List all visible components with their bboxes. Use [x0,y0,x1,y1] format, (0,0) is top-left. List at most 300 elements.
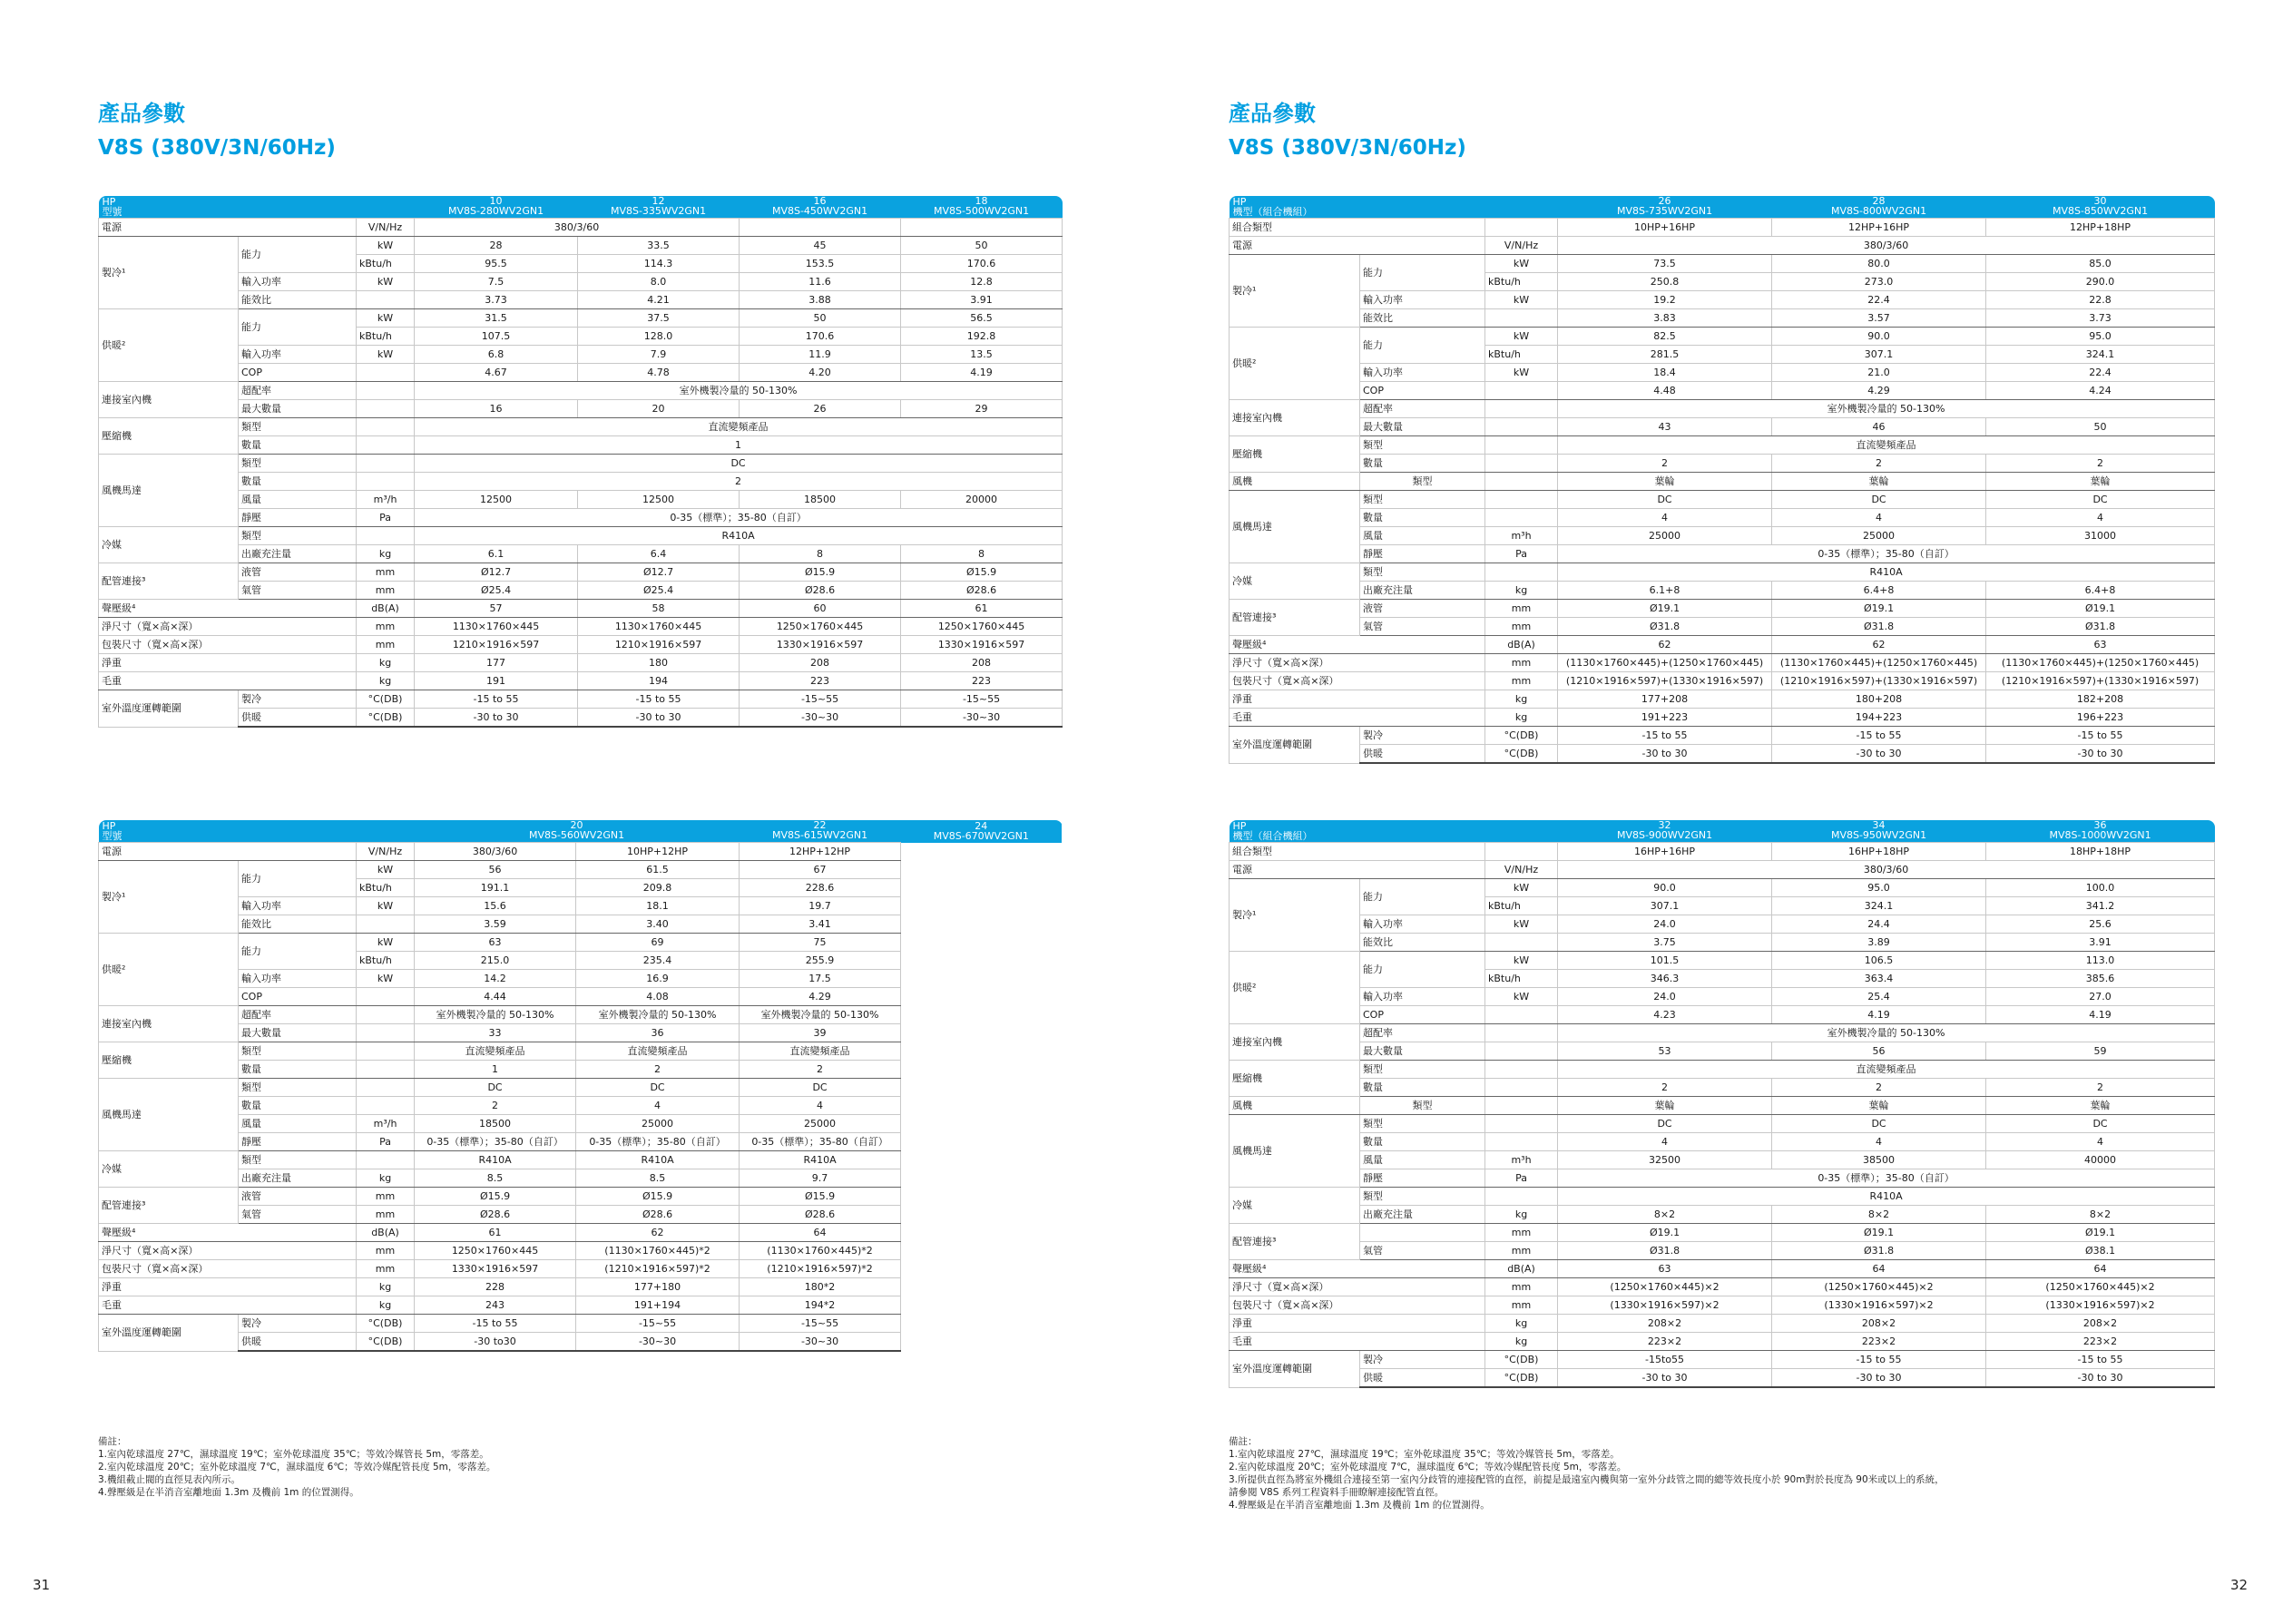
table-cell: Pa [357,509,415,527]
row-label: 壓縮機 [99,418,239,455]
table-row [99,1296,1063,1315]
table-cell: 24.0 [1558,915,1772,934]
row-label: 製冷¹ [1230,255,1360,328]
table-cell: -15 to 55 [415,690,578,709]
table-row [1230,491,2215,509]
table-cell: m³h [1485,527,1558,545]
table-cell: 葉輪 [1986,1097,2215,1115]
table-cell: mm [1485,672,1558,690]
table-cell: °C(DB) [357,690,415,709]
table-row [1230,400,2215,418]
table-cell: Pa [357,1133,415,1151]
header-hp-value: 36 [2093,820,2107,831]
row-label: 淨尺寸（寬×高×深） [1230,654,1485,672]
table-cell [1485,509,1558,527]
table-cell: 36 [576,1024,740,1042]
table-cell: 53 [1558,1042,1772,1061]
table-row [99,861,1063,879]
table-cell: (1130×1760×445)+(1250×1760×445) [1986,654,2215,672]
row-label: 毛重 [99,672,357,690]
row-label: 輸入功率 [239,897,357,915]
header-model-column [1558,196,1772,219]
header-model-value: MV8S-450WV2GN1 [771,205,868,217]
table-cell: 4.23 [1558,1006,1772,1024]
table-cell: mm [357,1188,415,1206]
table-cell: (1250×1760×445)×2 [1772,1278,1986,1296]
table-cell: 直流變頻產品 [740,1042,901,1061]
table-cell: 56 [1772,1042,1986,1061]
table-cell: 14.2 [415,970,576,988]
table-cell: 2 [740,1061,901,1079]
table-cell: kW [357,897,415,915]
table-cell: 64 [740,1224,901,1242]
header-hp-value: 34 [1872,820,1886,831]
table-cell: Pa [1485,545,1558,563]
table-row [1230,309,2215,328]
table-cell: 直流變頻產品 [1558,1061,2215,1079]
table-cell: 228.6 [740,879,901,897]
row-label: 最大數量 [239,1024,357,1042]
table-cell: 0-35（標準）；35-80（自訂） [1558,545,2215,563]
table-row [99,418,1063,436]
page-title: 產品參數 [1229,101,1316,126]
table-row [99,709,1063,728]
table-cell: 380/3/60 [415,219,740,237]
table-row [1230,654,2215,672]
table-cell: V/N/Hz [1485,237,1558,255]
table-cell: 307.1 [1772,346,1986,364]
table-cell: 10HP+16HP [1558,219,1772,237]
table-header-row [99,196,1063,219]
table-row [1230,1351,2215,1369]
page-title: 產品參數 [98,101,185,126]
table-cell [1485,934,1558,952]
table-row [1230,418,2215,436]
row-label: 包裝尺寸（寬×高×深） [99,1260,357,1278]
table-row [1230,1097,2215,1115]
header-model-label: 機型（組合機組） [1232,830,1313,842]
header-label [99,820,415,843]
table-cell: dB(A) [1485,636,1558,654]
table-cell: 能力 [239,237,357,273]
table-cell: 215.0 [415,952,576,970]
table-cell: kW [1485,364,1558,382]
table-cell: 9.7 [740,1169,901,1188]
table-cell: 類型 [239,1079,357,1097]
row-label: 冷媒 [99,1151,239,1188]
table-cell: 4.20 [740,364,901,382]
table-row [99,219,1063,237]
table-row [1230,455,2215,473]
row-label: 冷媒 [99,527,239,563]
table-cell: -15 to 55 [578,690,740,709]
table-cell: -30~30 [901,709,1063,728]
table-cell: kW [357,861,415,879]
table-cell [357,1042,415,1061]
row-label: 室外溫度運轉範圍 [1230,727,1360,764]
table-cell: 能力 [239,934,357,970]
table-cell [1360,1224,1485,1242]
row-label: 最大數量 [239,400,357,418]
table-row [99,636,1063,654]
table-cell: 10HP+12HP [576,843,740,861]
table-cell: 194+223 [1772,709,1986,727]
header-hp-value: 18 [975,196,988,207]
table-cell: mm [1485,1224,1558,1242]
table-cell: 2 [1558,1079,1772,1097]
table-cell: 16 [415,400,578,418]
table-cell: Ø19.1 [1772,600,1986,618]
row-label: 組合類型 [1230,843,1485,861]
table-cell: 0-35（標準）；35-80（自訂） [740,1133,901,1151]
row-label: 數量 [1360,1079,1485,1097]
table-cell: 8.5 [415,1169,576,1188]
table-row [99,1333,1063,1352]
table-row [99,1224,1063,1242]
table-cell: 1210×1916×597 [415,636,578,654]
table-cell: 27.0 [1986,988,2215,1006]
table-cell: 385.6 [1986,970,2215,988]
table-cell: -15 to 55 [1558,727,1772,745]
table-row [1230,988,2215,1006]
table-cell [357,364,415,382]
table-cell: 8×2 [1772,1206,1986,1224]
table-row [99,1260,1063,1278]
footnote-line: 請參閱 V8S 系列工程資料手冊瞭解連接配管直徑。 [1229,1487,1445,1498]
row-label: 冷媒 [1230,1188,1360,1224]
row-label: 包裝尺寸（寬×高×深） [99,636,357,654]
table-row [99,988,1063,1006]
table-cell: 19.7 [740,897,901,915]
row-label: 淨尺寸（寬×高×深） [1230,1278,1485,1296]
table-cell [1485,382,1558,400]
row-label: 連接室內機 [99,1006,239,1042]
table-cell: 直流變頻產品 [415,1042,576,1061]
table-cell: DC [740,1079,901,1097]
table-cell: kg [357,654,415,672]
table-cell: 8 [901,545,1063,563]
row-label: 組合類型 [1230,219,1485,237]
table-row [99,527,1063,545]
row-label: 數量 [239,1097,357,1115]
table-cell: 24.4 [1772,915,1986,934]
table-row [99,273,1063,291]
table-cell [357,915,415,934]
table-cell: 0-35（標準）；35-80（自訂） [1558,1169,2215,1188]
table-cell: Ø25.4 [415,582,578,600]
table-row [1230,618,2215,636]
table-cell: 葉輪 [1558,1097,1772,1115]
table-cell: 1210×1916×597 [578,636,740,654]
table-cell: 3.91 [901,291,1063,309]
table-cell: 290.0 [1986,273,2215,291]
table-cell: 46 [1772,418,1986,436]
row-label: 數量 [1360,1133,1485,1151]
table-cell: 4.29 [1772,382,1986,400]
table-cell: 107.5 [415,328,578,346]
table-row [1230,1278,2215,1296]
table-cell: 葉輪 [1558,473,1772,491]
table-cell: 16HP+18HP [1772,843,1986,861]
table-cell: 3.41 [740,915,901,934]
row-label: 出廠充注量 [239,1169,357,1188]
right-page [1142,0,2283,1624]
table-row [99,672,1063,690]
table-row [1230,527,2215,545]
row-label: 氣管 [1360,1242,1485,1260]
table-cell [1485,309,1558,328]
table-cell: kg [1485,709,1558,727]
table-cell: 61 [901,600,1063,618]
table-cell: DC [1986,1115,2215,1133]
table-cell: 25000 [1772,527,1986,545]
header-label [99,196,415,219]
table-cell: 281.5 [1558,346,1772,364]
table-cell: DC [1558,491,1772,509]
table-cell: Ø19.1 [1558,1224,1772,1242]
table-cell: -15~55 [576,1315,740,1333]
table-cell: 超配率 [1360,1024,1485,1042]
table-row [99,237,1063,255]
table-cell [1485,455,1558,473]
row-label: 淨重 [99,654,357,672]
table-cell: 95.0 [1986,328,2215,346]
table-row [99,455,1063,473]
header-hp-label: HP [102,196,116,208]
row-label: 出廠充注量 [1360,582,1485,600]
table-cell: 380/3/60 [1558,861,2215,879]
table-cell: 2 [1772,1079,1986,1097]
table-cell: 4.08 [576,988,740,1006]
header-model-label: 型號 [102,830,122,842]
table-cell: 113.0 [1986,952,2215,970]
row-label: 壓縮機 [1230,1061,1360,1097]
table-row [1230,1242,2215,1260]
header-model-value: MV8S-615WV2GN1 [771,829,868,841]
table-row [1230,915,2215,934]
footnote-line: 4.聲壓級是在半消音室離地面 1.3m 及機前 1m 的位置測得。 [98,1487,359,1498]
table-cell [357,527,415,545]
table-cell: 4 [1772,1133,1986,1151]
table-cell: kg [357,1296,415,1315]
table-cell: 類型 [1360,563,1485,582]
table-cell [1485,1079,1558,1097]
row-label: 風機 [1230,1097,1360,1115]
header-hp-value: 12 [652,196,665,207]
table-cell: DC [1772,1115,1986,1133]
header-model-value: MV8S-1000WV2GN1 [2049,829,2151,841]
table-cell: 28 [415,237,578,255]
table-cell: mm [1485,1242,1558,1260]
table-cell: 7.9 [578,346,740,364]
table-row [99,1024,1063,1042]
table-cell: kg [1485,582,1558,600]
table-cell: mm [357,582,415,600]
table-row [1230,1369,2215,1388]
table-cell: 超配率 [239,382,357,400]
table-cell: 18500 [740,491,901,509]
table-cell: 1130×1760×445 [415,618,578,636]
table-cell: kg [1485,690,1558,709]
table-cell: 63 [415,934,576,952]
table-row [99,1315,1063,1333]
table-cell: (1210×1916×597)+(1330×1916×597) [1772,672,1986,690]
header-model-value: MV8S-670WV2GN1 [933,829,1029,842]
row-label: 靜壓 [239,509,357,527]
header-model-value: MV8S-850WV2GN1 [2052,205,2149,217]
footnote-line: 4.聲壓級是在半消音室離地面 1.3m 及機前 1m 的位置測得。 [1229,1500,1490,1511]
table-cell: (1130×1760×445)*2 [740,1242,901,1260]
row-label: 配管連接³ [1230,1224,1360,1260]
row-label: 氣管 [239,582,357,600]
table-cell: 0-35（標準）；35-80（自訂） [576,1133,740,1151]
table-cell: 33 [415,1024,576,1042]
table-cell: 58 [578,600,740,618]
table-cell: Ø31.8 [1986,618,2215,636]
table-row [99,309,1063,328]
row-label: kBtu/h [357,328,415,346]
table-cell [357,455,415,473]
table-cell: 380/3/60 [1558,237,2215,255]
table-cell: 類型 [239,1042,357,1061]
row-label: 連接室內機 [1230,400,1360,436]
table-cell: 室外機製冷量的 50-130% [740,1006,901,1024]
table-cell: (1130×1760×445)*2 [576,1242,740,1260]
table-cell: -30 to 30 [1986,1369,2215,1388]
row-label: 最大數量 [1360,418,1485,436]
table-cell: °C(DB) [357,1315,415,1333]
row-label: 數量 [239,473,357,491]
table-cell: 114.3 [578,255,740,273]
table-row [1230,436,2215,455]
table-cell: -30 to 30 [1558,745,1772,764]
table-cell: kW [1485,291,1558,309]
table-cell: (1130×1760×445)+(1250×1760×445) [1772,654,1986,672]
row-label: 能效比 [239,915,357,934]
table-row [99,1006,1063,1024]
table-row [99,473,1063,491]
table-cell: 室外機製冷量的 50-130% [576,1006,740,1024]
table-row [1230,1224,2215,1242]
header-label [1230,820,1558,843]
row-label: 風機馬達 [99,455,239,527]
row-label: 能效比 [1360,934,1485,952]
table-cell: 12HP+12HP [740,843,901,861]
page-subtitle: V8S (380V/3N/60Hz) [1229,136,1466,160]
table-cell [357,382,415,400]
table-cell: kW [1485,255,1558,273]
table-cell: kW [1485,879,1558,897]
table-cell: 1250×1760×445 [415,1242,576,1260]
table-row [1230,382,2215,400]
table-cell: 223×2 [1986,1333,2215,1351]
table-cell: 170.6 [740,328,901,346]
table-row [99,618,1063,636]
row-label: 供暖 [1360,1369,1485,1388]
table-cell: (1210×1916×597)+(1330×1916×597) [1986,672,2215,690]
table-cell: 180+208 [1772,690,1986,709]
table-cell: Ø31.8 [1558,1242,1772,1260]
table-cell: mm [1485,600,1558,618]
table-cell [357,436,415,455]
table-cell: 液管 [239,1188,357,1206]
table-row [1230,219,2215,237]
table-cell: 25000 [740,1115,901,1133]
table-cell: 82.5 [1558,328,1772,346]
table-cell: 3.59 [415,915,576,934]
table-row [1230,672,2215,690]
table-row [1230,636,2215,654]
row-label: 電源 [99,843,357,861]
table-cell: 能力 [1360,879,1485,915]
footnote-line: 備註： [98,1436,127,1447]
header-hp-label: HP [1232,196,1247,208]
table-cell: 4 [1772,509,1986,527]
table-cell: 223×2 [1772,1333,1986,1351]
row-label: 輸入功率 [239,346,357,364]
table-cell: 2 [1986,1079,2215,1097]
table-cell: (1250×1760×445)×2 [1986,1278,2215,1296]
row-label: 室外溫度運轉範圍 [99,690,239,728]
table-row [99,582,1063,600]
table-row [1230,1206,2215,1224]
table-cell: 324.1 [1986,346,2215,364]
table-cell: 22.4 [1772,291,1986,309]
table-cell: 346.3 [1558,970,1772,988]
table-cell: kW [1485,328,1558,346]
table-cell: 室外機製冷量的 50-130% [1558,1024,2215,1042]
table-cell: 12.8 [901,273,1063,291]
table-cell: (1210×1916×597)*2 [576,1260,740,1278]
table-cell: 18500 [415,1115,576,1133]
table-cell: 208×2 [1772,1315,1986,1333]
table-cell: 7.5 [415,273,578,291]
table-row [1230,1151,2215,1169]
table-cell: 類型 [1360,473,1485,491]
table-cell: 4.19 [1986,1006,2215,1024]
table-row [99,1079,1063,1097]
table-cell: 4 [1986,1133,2215,1151]
table-cell [1485,1133,1558,1151]
table-cell: 50 [740,309,901,328]
table-cell: 類型 [1360,1061,1485,1079]
row-label: 靜壓 [239,1133,357,1151]
table-row [1230,727,2215,745]
table-cell: R410A [415,527,1063,545]
table-cell: m³h [1485,1151,1558,1169]
table-cell: 25000 [576,1115,740,1133]
table-cell: Ø28.6 [740,1206,901,1224]
table-cell: DC [1558,1115,1772,1133]
table-cell [1485,843,1558,861]
table-cell: 24.0 [1558,988,1772,1006]
table-cell: 16HP+16HP [1558,843,1772,861]
table-cell: 直流變頻產品 [415,418,1063,436]
table-row [1230,690,2215,709]
table-row [99,1097,1063,1115]
row-label: 電源 [1230,237,1485,255]
header-hp-value: 28 [1872,196,1886,207]
table-cell: 室外機製冷量的 50-130% [1558,400,2215,418]
table-cell: dB(A) [357,1224,415,1242]
table-cell: 1330×1916×597 [901,636,1063,654]
table-cell [357,1151,415,1169]
table-cell: 40000 [1986,1151,2215,1169]
header-model-column [1986,196,2215,219]
table-cell: 26 [740,400,901,418]
table-cell: 191+223 [1558,709,1772,727]
table-cell: 25.6 [1986,915,2215,934]
